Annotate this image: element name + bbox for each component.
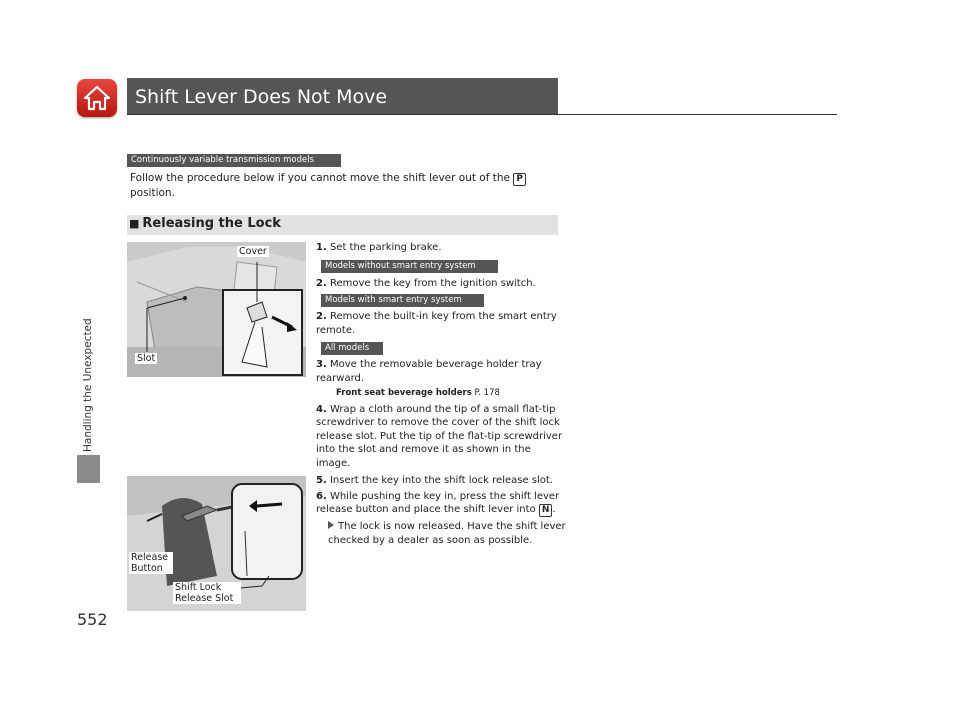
figure-cover-slot xyxy=(127,242,306,377)
sidebar-section-label: Handling the Unexpected xyxy=(82,318,94,452)
sidebar-chapter-tab[interactable] xyxy=(77,455,100,483)
title-divider xyxy=(127,114,837,115)
intro-text: Follow the procedure below if you cannot move the shift lever out of the P position. xyxy=(130,171,550,201)
label-shift-lock-slot: Shift Lock Release Slot xyxy=(173,582,241,604)
tag-cvt: Continuously variable transmission models xyxy=(127,154,341,167)
step-2b: 2. Remove the built-in key from the smart entry remote. xyxy=(316,311,557,336)
tag-no-smart: Models without smart entry system xyxy=(321,260,498,273)
label-cover: Cover xyxy=(239,246,267,257)
page-title: Shift Lever Does Not Move xyxy=(135,86,388,108)
tag-all-models: All models xyxy=(321,342,383,355)
step-3: 3. Move the removable beverage holder tray rearward. Front seat beverage holders P. 178 4. Wrap a cloth around the tip of a small flat-tip screwdriver to remove the cover of the shift lock release slot. Put the tip of the flat-tip screwdriver into the slot and remove it as shown in the image. 5. Insert the key into the shift lock release slot. 6. While pushing the key in, press the shift lever release button and place the shift lever into N . The lock is now released. Have the shift lever checked by a dealer as soon as possible. xyxy=(316,359,566,546)
tag-smart: Models with smart entry system xyxy=(321,294,484,307)
page-title-bar xyxy=(127,78,558,114)
label-release-button: Release Button xyxy=(129,552,173,574)
label-slot: Slot xyxy=(137,353,156,364)
reference-link[interactable]: Front seat beverage holders P. 178 xyxy=(336,388,500,398)
section-heading: ■ Releasing the Lock xyxy=(127,215,558,235)
key-p-icon: P xyxy=(513,173,526,186)
key-n-icon: N xyxy=(539,504,553,517)
page-number: 552 xyxy=(77,610,108,629)
figure-release-button xyxy=(127,476,306,611)
step-2a: 2. Remove the key from the ignition switch. xyxy=(316,278,536,289)
home-icon xyxy=(83,84,111,112)
step-1: 1. Set the parking brake. xyxy=(316,242,442,253)
result-arrow-icon xyxy=(328,521,334,529)
home-button[interactable] xyxy=(77,79,117,117)
